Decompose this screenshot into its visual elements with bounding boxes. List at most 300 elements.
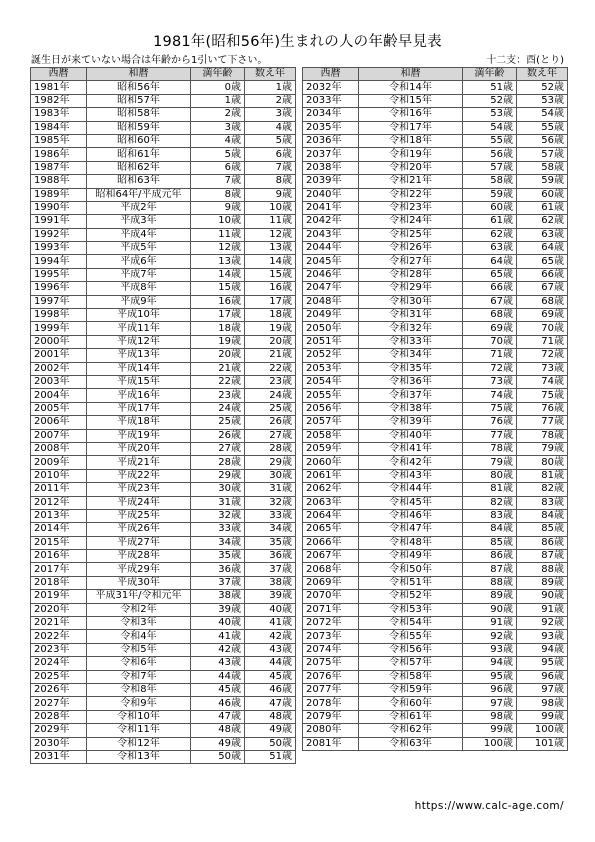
- table-row: [31, 697, 296, 710]
- cell-japanese-era: 平成28年: [87, 550, 191, 563]
- cell-japanese-era: 平成22年: [87, 469, 191, 482]
- table-row: [303, 590, 568, 603]
- cell-western-year: 2031年: [31, 750, 87, 763]
- cell-counted-age: 84歳: [517, 509, 568, 522]
- cell-japanese-era: 令和49年: [359, 550, 463, 563]
- cell-western-year: 2073年: [303, 630, 359, 643]
- cell-full-age: 33歳: [191, 523, 245, 536]
- cell-full-age: 21歳: [191, 362, 245, 375]
- cell-japanese-era: 令和44年: [359, 483, 463, 496]
- cell-full-age: 23歳: [191, 389, 245, 402]
- header-full-age: 満年齢: [463, 68, 517, 81]
- cell-full-age: 89歳: [463, 590, 517, 603]
- cell-western-year: 2055年: [303, 389, 359, 402]
- cell-japanese-era: 令和34年: [359, 349, 463, 362]
- cell-full-age: 42歳: [191, 643, 245, 656]
- cell-western-year: 2028年: [31, 710, 87, 723]
- cell-counted-age: 21歳: [245, 349, 296, 362]
- cell-western-year: 2002年: [31, 362, 87, 375]
- cell-japanese-era: 平成4年: [87, 228, 191, 241]
- cell-full-age: 95歳: [463, 670, 517, 683]
- cell-western-year: 2009年: [31, 456, 87, 469]
- cell-full-age: 44歳: [191, 670, 245, 683]
- cell-western-year: 2061年: [303, 469, 359, 482]
- cell-western-year: 2054年: [303, 375, 359, 388]
- cell-counted-age: 83歳: [517, 496, 568, 509]
- cell-western-year: 1999年: [31, 322, 87, 335]
- cell-japanese-era: 令和36年: [359, 375, 463, 388]
- cell-full-age: 31歳: [191, 496, 245, 509]
- cell-full-age: 1歳: [191, 94, 245, 107]
- cell-counted-age: 48歳: [245, 710, 296, 723]
- cell-full-age: 85歳: [463, 536, 517, 549]
- cell-western-year: 2004年: [31, 389, 87, 402]
- cell-counted-age: 71歳: [517, 335, 568, 348]
- table-row: [31, 121, 296, 134]
- table-row: [303, 335, 568, 348]
- cell-full-age: 0歳: [191, 81, 245, 94]
- cell-full-age: 53歳: [463, 108, 517, 121]
- cell-japanese-era: 令和9年: [87, 697, 191, 710]
- cell-western-year: 2034年: [303, 108, 359, 121]
- cell-japanese-era: 昭和58年: [87, 108, 191, 121]
- cell-japanese-era: 令和22年: [359, 188, 463, 201]
- cell-western-year: 1993年: [31, 242, 87, 255]
- cell-counted-age: 25歳: [245, 402, 296, 415]
- cell-counted-age: 15歳: [245, 268, 296, 281]
- cell-counted-age: 67歳: [517, 282, 568, 295]
- cell-japanese-era: 昭和63年: [87, 175, 191, 188]
- table-row: [31, 255, 296, 268]
- cell-japanese-era: 平成7年: [87, 268, 191, 281]
- cell-full-age: 40歳: [191, 617, 245, 630]
- cell-counted-age: 46歳: [245, 683, 296, 696]
- table-row: [31, 737, 296, 750]
- cell-western-year: 2075年: [303, 657, 359, 670]
- table-row: [31, 550, 296, 563]
- cell-western-year: 2027年: [31, 697, 87, 710]
- cell-full-age: 35歳: [191, 550, 245, 563]
- cell-japanese-era: 令和29年: [359, 282, 463, 295]
- zodiac-label: 十二支：酉(とり): [486, 55, 564, 66]
- cell-full-age: 78歳: [463, 442, 517, 455]
- cell-japanese-era: 平成27年: [87, 536, 191, 549]
- table-row: [303, 483, 568, 496]
- cell-japanese-era: 平成16年: [87, 389, 191, 402]
- cell-japanese-era: 平成24年: [87, 496, 191, 509]
- cell-counted-age: 1歳: [245, 81, 296, 94]
- cell-counted-age: 13歳: [245, 242, 296, 255]
- cell-western-year: 1982年: [31, 94, 87, 107]
- cell-western-year: 2051年: [303, 335, 359, 348]
- cell-western-year: 1994年: [31, 255, 87, 268]
- table-row: [303, 469, 568, 482]
- cell-counted-age: 9歳: [245, 188, 296, 201]
- cell-counted-age: 89歳: [517, 576, 568, 589]
- cell-counted-age: 98歳: [517, 697, 568, 710]
- cell-counted-age: 3歳: [245, 108, 296, 121]
- cell-counted-age: 96歳: [517, 670, 568, 683]
- table-row: [31, 657, 296, 670]
- cell-japanese-era: 令和21年: [359, 175, 463, 188]
- cell-counted-age: 14歳: [245, 255, 296, 268]
- cell-western-year: 2058年: [303, 429, 359, 442]
- cell-japanese-era: 令和63年: [359, 737, 463, 750]
- cell-western-year: 2068年: [303, 563, 359, 576]
- table-row: [303, 322, 568, 335]
- cell-full-age: 93歳: [463, 643, 517, 656]
- cell-full-age: 64歳: [463, 255, 517, 268]
- cell-counted-age: 10歳: [245, 201, 296, 214]
- cell-western-year: 1986年: [31, 148, 87, 161]
- cell-japanese-era: 令和31年: [359, 309, 463, 322]
- cell-japanese-era: 令和41年: [359, 442, 463, 455]
- cell-western-year: 2029年: [31, 724, 87, 737]
- cell-western-year: 2038年: [303, 161, 359, 174]
- cell-western-year: 2003年: [31, 375, 87, 388]
- cell-counted-age: 94歳: [517, 643, 568, 656]
- cell-japanese-era: 令和35年: [359, 362, 463, 375]
- cell-western-year: 2026年: [31, 683, 87, 696]
- cell-japanese-era: 昭和60年: [87, 134, 191, 147]
- cell-western-year: 2037年: [303, 148, 359, 161]
- cell-japanese-era: 令和52年: [359, 590, 463, 603]
- cell-western-year: 2039年: [303, 175, 359, 188]
- table-row: [303, 456, 568, 469]
- cell-western-year: 2023年: [31, 643, 87, 656]
- cell-counted-age: 5歳: [245, 134, 296, 147]
- cell-full-age: 91歳: [463, 617, 517, 630]
- table-row: [303, 295, 568, 308]
- cell-full-age: 69歳: [463, 322, 517, 335]
- table-row: [31, 201, 296, 214]
- cell-japanese-era: 令和13年: [87, 750, 191, 763]
- cell-counted-age: 34歳: [245, 523, 296, 536]
- cell-counted-age: 62歳: [517, 215, 568, 228]
- table-row: [303, 710, 568, 723]
- cell-western-year: 2069年: [303, 576, 359, 589]
- table-row: [31, 362, 296, 375]
- cell-counted-age: 87歳: [517, 550, 568, 563]
- cell-japanese-era: 令和11年: [87, 724, 191, 737]
- cell-western-year: 2064年: [303, 509, 359, 522]
- cell-full-age: 61歳: [463, 215, 517, 228]
- cell-counted-age: 91歳: [517, 603, 568, 616]
- cell-western-year: 2020年: [31, 603, 87, 616]
- cell-counted-age: 97歳: [517, 683, 568, 696]
- cell-full-age: 86歳: [463, 550, 517, 563]
- table-row: [303, 309, 568, 322]
- cell-counted-age: 41歳: [245, 617, 296, 630]
- cell-full-age: 9歳: [191, 201, 245, 214]
- cell-western-year: 2071年: [303, 603, 359, 616]
- cell-full-age: 13歳: [191, 255, 245, 268]
- cell-japanese-era: 令和58年: [359, 670, 463, 683]
- cell-japanese-era: 令和8年: [87, 683, 191, 696]
- cell-full-age: 30歳: [191, 483, 245, 496]
- cell-japanese-era: 令和14年: [359, 81, 463, 94]
- cell-western-year: 2046年: [303, 268, 359, 281]
- cell-japanese-era: 令和37年: [359, 389, 463, 402]
- cell-counted-age: 75歳: [517, 389, 568, 402]
- cell-western-year: 2030年: [31, 737, 87, 750]
- cell-counted-age: 93歳: [517, 630, 568, 643]
- cell-japanese-era: 平成20年: [87, 442, 191, 455]
- table-row: [303, 228, 568, 241]
- cell-western-year: 2007年: [31, 429, 87, 442]
- cell-japanese-era: 昭和57年: [87, 94, 191, 107]
- cell-full-age: 100歳: [463, 737, 517, 750]
- table-row: [31, 375, 296, 388]
- age-table-right: [302, 67, 568, 751]
- cell-counted-age: 78歳: [517, 429, 568, 442]
- cell-full-age: 97歳: [463, 697, 517, 710]
- cell-counted-age: 72歳: [517, 349, 568, 362]
- cell-japanese-era: 令和28年: [359, 268, 463, 281]
- cell-full-age: 37歳: [191, 576, 245, 589]
- cell-japanese-era: 令和60年: [359, 697, 463, 710]
- cell-counted-age: 57歳: [517, 148, 568, 161]
- table-row: [303, 697, 568, 710]
- cell-full-age: 38歳: [191, 590, 245, 603]
- table-row: [303, 536, 568, 549]
- cell-japanese-era: 平成25年: [87, 509, 191, 522]
- cell-full-age: 76歳: [463, 416, 517, 429]
- table-row: [31, 563, 296, 576]
- cell-western-year: 2032年: [303, 81, 359, 94]
- cell-full-age: 48歳: [191, 724, 245, 737]
- table-row: [31, 134, 296, 147]
- cell-counted-age: 66歳: [517, 268, 568, 281]
- cell-counted-age: 39歳: [245, 590, 296, 603]
- cell-full-age: 71歳: [463, 349, 517, 362]
- table-row: [303, 643, 568, 656]
- cell-western-year: 1991年: [31, 215, 87, 228]
- cell-japanese-era: 令和32年: [359, 322, 463, 335]
- cell-full-age: 43歳: [191, 657, 245, 670]
- cell-full-age: 18歳: [191, 322, 245, 335]
- cell-western-year: 2078年: [303, 697, 359, 710]
- cell-japanese-era: 令和2年: [87, 603, 191, 616]
- cell-full-age: 39歳: [191, 603, 245, 616]
- cell-western-year: 2076年: [303, 670, 359, 683]
- table-row: [303, 188, 568, 201]
- cell-western-year: 2047年: [303, 282, 359, 295]
- cell-western-year: 1984年: [31, 121, 87, 134]
- cell-counted-age: 33歳: [245, 509, 296, 522]
- cell-full-age: 27歳: [191, 442, 245, 455]
- cell-japanese-era: 平成3年: [87, 215, 191, 228]
- cell-counted-age: 11歳: [245, 215, 296, 228]
- cell-japanese-era: 平成21年: [87, 456, 191, 469]
- cell-full-age: 49歳: [191, 737, 245, 750]
- cell-counted-age: 77歳: [517, 416, 568, 429]
- table-row: [31, 724, 296, 737]
- cell-full-age: 26歳: [191, 429, 245, 442]
- cell-japanese-era: 昭和62年: [87, 161, 191, 174]
- table-row: [303, 737, 568, 750]
- cell-counted-age: 43歳: [245, 643, 296, 656]
- cell-western-year: 2040年: [303, 188, 359, 201]
- cell-full-age: 70歳: [463, 335, 517, 348]
- table-row: [303, 683, 568, 696]
- cell-western-year: 2080年: [303, 724, 359, 737]
- age-table-left: [30, 67, 296, 764]
- table-row: [31, 402, 296, 415]
- cell-japanese-era: 昭和61年: [87, 148, 191, 161]
- table-row: [303, 161, 568, 174]
- cell-full-age: 22歳: [191, 375, 245, 388]
- cell-counted-age: 36歳: [245, 550, 296, 563]
- cell-full-age: 77歳: [463, 429, 517, 442]
- cell-counted-age: 7歳: [245, 161, 296, 174]
- cell-japanese-era: 令和19年: [359, 148, 463, 161]
- cell-counted-age: 26歳: [245, 416, 296, 429]
- table-row: [303, 121, 568, 134]
- cell-western-year: 2014年: [31, 523, 87, 536]
- cell-japanese-era: 令和24年: [359, 215, 463, 228]
- cell-full-age: 75歳: [463, 402, 517, 415]
- cell-counted-age: 54歳: [517, 108, 568, 121]
- cell-japanese-era: 令和25年: [359, 228, 463, 241]
- table-row: [303, 603, 568, 616]
- table-row: [31, 469, 296, 482]
- cell-western-year: 2072年: [303, 617, 359, 630]
- cell-counted-age: 51歳: [245, 750, 296, 763]
- table-row: [303, 94, 568, 107]
- cell-western-year: 1995年: [31, 268, 87, 281]
- cell-full-age: 25歳: [191, 416, 245, 429]
- table-row: [303, 523, 568, 536]
- cell-japanese-era: 令和18年: [359, 134, 463, 147]
- cell-full-age: 66歳: [463, 282, 517, 295]
- table-row: [303, 442, 568, 455]
- cell-western-year: 2015年: [31, 536, 87, 549]
- cell-counted-age: 81歳: [517, 469, 568, 482]
- table-row: [31, 523, 296, 536]
- cell-japanese-era: 平成29年: [87, 563, 191, 576]
- cell-japanese-era: 令和51年: [359, 576, 463, 589]
- cell-counted-age: 32歳: [245, 496, 296, 509]
- cell-full-age: 79歳: [463, 456, 517, 469]
- table-row: [31, 456, 296, 469]
- cell-western-year: 2066年: [303, 536, 359, 549]
- cell-western-year: 2077年: [303, 683, 359, 696]
- cell-counted-age: 82歳: [517, 483, 568, 496]
- table-row: [31, 670, 296, 683]
- cell-counted-age: 86歳: [517, 536, 568, 549]
- cell-western-year: 1992年: [31, 228, 87, 241]
- cell-full-age: 7歳: [191, 175, 245, 188]
- table-row: [31, 603, 296, 616]
- cell-western-year: 2011年: [31, 483, 87, 496]
- birthday-note: 誕生日が来ていない場合は年齢から1引いて下さい。: [31, 55, 268, 66]
- cell-western-year: 1985年: [31, 134, 87, 147]
- cell-western-year: 2036年: [303, 134, 359, 147]
- cell-japanese-era: 令和59年: [359, 683, 463, 696]
- cell-counted-age: 37歳: [245, 563, 296, 576]
- cell-counted-age: 64歳: [517, 242, 568, 255]
- cell-counted-age: 17歳: [245, 295, 296, 308]
- cell-western-year: 2018年: [31, 576, 87, 589]
- cell-full-age: 28歳: [191, 456, 245, 469]
- cell-japanese-era: 令和50年: [359, 563, 463, 576]
- cell-counted-age: 85歳: [517, 523, 568, 536]
- table-row: [303, 215, 568, 228]
- cell-japanese-era: 平成5年: [87, 242, 191, 255]
- cell-full-age: 46歳: [191, 697, 245, 710]
- cell-japanese-era: 令和30年: [359, 295, 463, 308]
- cell-full-age: 8歳: [191, 188, 245, 201]
- cell-counted-age: 6歳: [245, 148, 296, 161]
- cell-western-year: 1981年: [31, 81, 87, 94]
- cell-japanese-era: 平成31年/令和元年: [87, 590, 191, 603]
- cell-full-age: 82歳: [463, 496, 517, 509]
- cell-western-year: 2060年: [303, 456, 359, 469]
- cell-counted-age: 56歳: [517, 134, 568, 147]
- cell-full-age: 29歳: [191, 469, 245, 482]
- cell-japanese-era: 平成17年: [87, 402, 191, 415]
- table-row: [303, 416, 568, 429]
- cell-japanese-era: 令和62年: [359, 724, 463, 737]
- cell-japanese-era: 平成6年: [87, 255, 191, 268]
- cell-counted-age: 92歳: [517, 617, 568, 630]
- cell-full-age: 32歳: [191, 509, 245, 522]
- cell-western-year: 1983年: [31, 108, 87, 121]
- cell-western-year: 2021年: [31, 617, 87, 630]
- cell-counted-age: 100歳: [517, 724, 568, 737]
- cell-counted-age: 88歳: [517, 563, 568, 576]
- table-row: [303, 670, 568, 683]
- cell-japanese-era: 平成11年: [87, 322, 191, 335]
- cell-counted-age: 70歳: [517, 322, 568, 335]
- table-row: [31, 617, 296, 630]
- cell-counted-age: 55歳: [517, 121, 568, 134]
- table-row: [31, 389, 296, 402]
- table-row: [31, 683, 296, 696]
- table-row: [303, 108, 568, 121]
- cell-full-age: 36歳: [191, 563, 245, 576]
- cell-japanese-era: 令和43年: [359, 469, 463, 482]
- cell-japanese-era: 令和53年: [359, 603, 463, 616]
- cell-counted-age: 27歳: [245, 429, 296, 442]
- header-western-year: 西暦: [31, 68, 87, 81]
- cell-western-year: 2013年: [31, 509, 87, 522]
- table-row: [303, 617, 568, 630]
- cell-western-year: 2000年: [31, 335, 87, 348]
- table-row: [303, 201, 568, 214]
- cell-japanese-era: 平成10年: [87, 309, 191, 322]
- cell-western-year: 2043年: [303, 228, 359, 241]
- table-row: [303, 362, 568, 375]
- cell-western-year: 2005年: [31, 402, 87, 415]
- cell-western-year: 2070年: [303, 590, 359, 603]
- page-title: 1981年(昭和56年)生まれの人の年齢早見表: [153, 34, 442, 50]
- table-row: [31, 643, 296, 656]
- cell-full-age: 41歳: [191, 630, 245, 643]
- table-row: [31, 282, 296, 295]
- cell-counted-age: 59歳: [517, 175, 568, 188]
- cell-full-age: 54歳: [463, 121, 517, 134]
- cell-western-year: 1996年: [31, 282, 87, 295]
- cell-japanese-era: 令和4年: [87, 630, 191, 643]
- cell-counted-age: 22歳: [245, 362, 296, 375]
- cell-counted-age: 60歳: [517, 188, 568, 201]
- header-japanese-era: 和暦: [87, 68, 191, 81]
- cell-japanese-era: 令和56年: [359, 643, 463, 656]
- header-counted-age: 数え年: [517, 68, 568, 81]
- cell-full-age: 84歳: [463, 523, 517, 536]
